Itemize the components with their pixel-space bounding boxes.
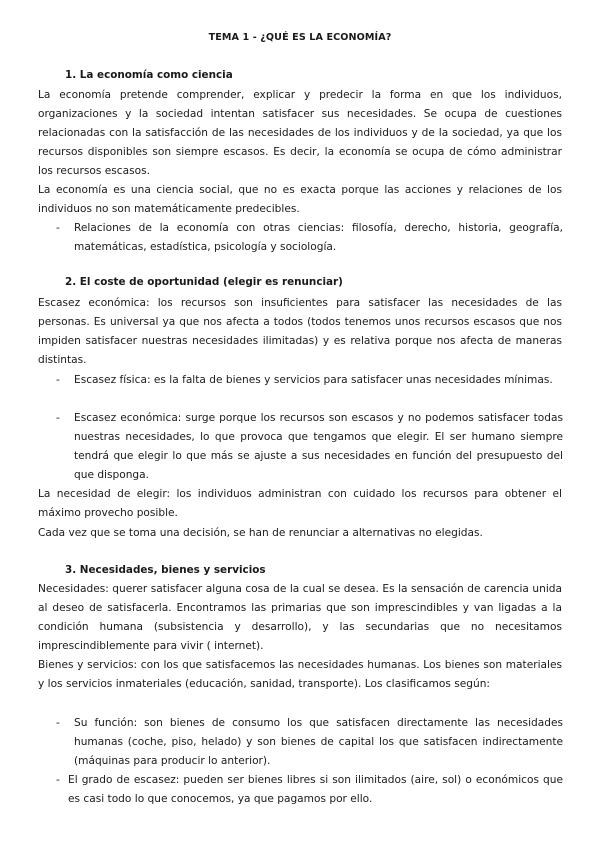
document-title: TEMA 1 - ¿QUÉ ES LA ECONOMÍA? xyxy=(208,32,392,43)
section-2-bullet-1: Escasez física: es la falta de bienes y servicios para satisfacer unas necesidades mínimas. xyxy=(74,374,553,386)
bullet-marker: - xyxy=(56,774,60,786)
bullet-marker: - xyxy=(56,222,60,234)
section-3-heading: 3. Necesidades, bienes y servicios xyxy=(65,564,266,576)
section-3-bullet-1: Su función: son bienes de consumo los que satisfacen directamente las necesidades humanas (coche, piso, helado) y son bienes de capital los que satisfacen indirectamente (máquinas para producir lo anterior). xyxy=(74,717,563,767)
section-2-paragraph-3: Cada vez que se toma una decisión, se han de renunciar a alternativas no elegidas. xyxy=(38,527,483,539)
bullet-marker: - xyxy=(56,412,60,424)
section-1-bullet-1: Relaciones de la economía con otras ciencias: filosofía, derecho, historia, geografía, matemáticas, estadística, psicología y sociología. xyxy=(74,222,563,253)
bullet-marker: - xyxy=(56,717,60,729)
section-2-heading: 2. El coste de oportunidad (elegir es renunciar) xyxy=(65,276,343,288)
bullet-marker: - xyxy=(56,374,60,386)
section-3-bullet-2: El grado de escasez: pueden ser bienes libres si son ilimitados (aire, sol) o económicos que es casi todo lo que conocemos, ya que pagamos por ello. xyxy=(68,774,563,805)
section-2-bullet-2: Escasez económica: surge porque los recursos son escasos y no podemos satisfacer todas nuestras necesidades, lo que provoca que tengamos que elegir. El ser humano siempre tendrá que elegir lo que más se ajuste a sus necesidades en función del presupuesto del que disponga. xyxy=(74,412,563,481)
section-1-heading: 1. La economía como ciencia xyxy=(65,69,233,81)
section-3-paragraph-2: Bienes y servicios: con los que satisfacemos las necesidades humanas. Los bienes son materiales y los servicios inmateriales (educación, sanidad, transporte). Los clasificamos según: xyxy=(38,659,562,690)
section-3-paragraph-1: Necesidades: querer satisfacer alguna cosa de la cual se desea. Es la sensación de carencia unida al deseo de satisfacerla. Encontramos las primarias que son imprescindibles y van ligadas a la condición humana (subsistencia y desarrollo), y las secundarias que no necesitamos imprescindiblemente para vivir ( internet). xyxy=(38,583,562,652)
section-2-paragraph-1: Escasez económica: los recursos son insuficientes para satisfacer las necesidades de las personas. Es universal ya que nos afecta a todos (todos tenemos unos recursos escasos que nos impiden satisfacer nuestras necesidades ilimitadas) y es relativa porque nos afecta de maneras distintas. xyxy=(38,297,562,366)
section-2-paragraph-2: La necesidad de elegir: los individuos administran con cuidado los recursos para obtener el máximo provecho posible. xyxy=(38,488,562,519)
section-1-paragraph-1: La economía pretende comprender, explicar y predecir la forma en que los individuos, organizaciones y la sociedad intentan satisfacer sus necesidades. Se ocupa de cuestiones relacionadas con la satisfacción de las necesidades de los individuos y de la sociedad, ya que los recursos disponibles son siempre escasos. Es decir, la economía se ocupa de cómo administrar los recursos escasos. xyxy=(38,89,562,177)
section-1-paragraph-2: La economía es una ciencia social, que no es exacta porque las acciones y relaciones de los individuos no son matemáticamente predecibles. xyxy=(38,184,562,215)
